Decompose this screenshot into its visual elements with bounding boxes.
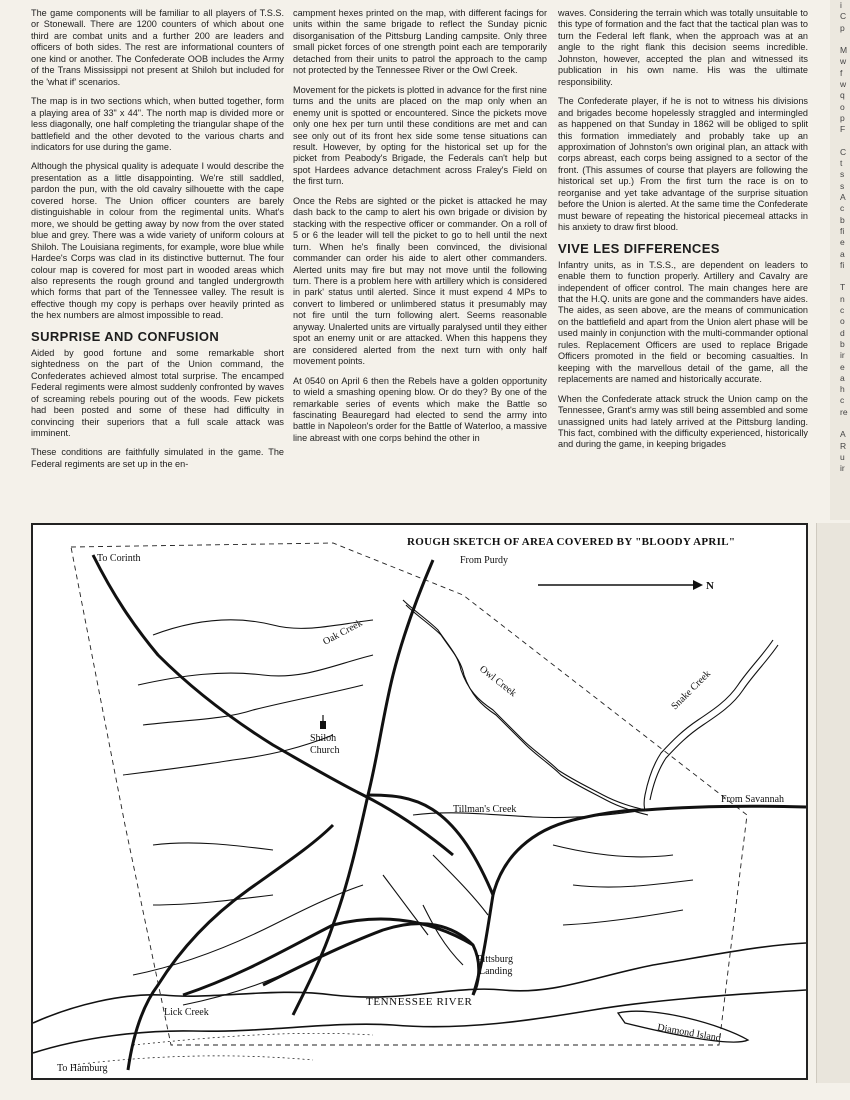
edge-letter: e	[840, 361, 845, 372]
article-column-1	[31, 8, 284, 478]
edge-letter: d	[840, 327, 845, 338]
edge-letter: C	[840, 11, 847, 22]
edge-letter: fi	[840, 259, 845, 270]
edge-letter: p	[840, 22, 845, 33]
label-lick-creek: Lick Creek	[164, 1007, 209, 1018]
label-snake-creek: Snake Creek	[669, 668, 714, 713]
paragraph: When the Confederate attack struck the Union camp on the Tennessee, Grant's army was still being assembled and some unassigned units had lately arrived at the Pittsburg landing. This fact, combined with the difficulty experienced, historically and during the game, in keeping brigades	[558, 393, 808, 450]
paragraph: The map is in two sections which, when butted together, form a playing area of 33" x 44". The north map is divided more or less diagonally, one half completing the triangular shape of the battlefield and the other devoted to the various charts and indicators for use during the game.	[31, 96, 284, 152]
article-column-2	[293, 8, 547, 452]
edge-letter	[830, 34, 850, 45]
label-to-hamburg: To Hamburg	[57, 1063, 108, 1074]
paragraph: At 0540 on April 6 then the Rebels have a golden opportunity to wield a smashing opening blow. Or do they? By one of the remarkable series of events which make the Battle so fascinating Beauregard had elected to send the army into battle in Napoleon's order for the Battle of Waterloo, a massive line abreast with one corps behind the other in	[293, 375, 547, 443]
section-heading-surprise: SURPRISE AND CONFUSION	[31, 328, 220, 344]
label-pittsburg: Pittsburg	[477, 954, 513, 965]
edge-letter: a	[840, 372, 845, 383]
label-landing: Landing	[479, 966, 513, 977]
edge-letter: p	[840, 112, 845, 123]
paragraph: Movement for the pickets is plotted in advance for the first nine turns and the units are placed on the map only when an enemy unit is spotted or encountered. Since the pickets move only one hex per turn until these conditions are met and can see only out of its front hex side some tense situations can result. However, by opting for the historical set up for the picket from Peabody's Brigade, the Federals can't help but spot Hardees advance detachment across Fraley's Field on the first turn.	[293, 84, 547, 187]
label-from-purdy: From Purdy	[460, 555, 509, 566]
paragraph: Although the physical quality is adequate I would describe the presentation as a little disappointing. We're still saddled, pardon the pun, with the old cavalry silhouette with the cape covered horse. The Union officer counters are barely distinguishable in colour from the regimental units. What's more, we should be getting away by now from the over stated blue and grey. There was a wide variety of uniform colours at Shiloh. The Louisiana regiments, for example, wore blue while Hardee's Corps was clad in its distinctive butternut. The four colour map is covered for most part in wooded areas which also represents the rough ground and tangled undergrowth which forms that part of the Tennessee valley. The result is effective though my copy is perhaps over heavily printed as the hex numbers are almost impossible to read.	[31, 161, 284, 321]
label-church: Church	[310, 745, 340, 756]
edge-letter: h	[840, 384, 845, 395]
church-icon	[320, 715, 326, 729]
edge-letter: q	[840, 90, 845, 101]
paragraph: Aided by good fortune and some remarkable short sightedness on the part of the Union command, the Confederates achieved almost total surprise. The encamped Federal regiments were almost suddenly confronted by waves of screaming rebels pouring out of the woods. Few pickets had been posted and some of these had difficulty in convincing their superiors that a full scale attack was imminent.	[31, 347, 284, 438]
edge-letter	[830, 271, 850, 282]
paragraph: These conditions are faithfully simulated in the game. The Federal regiments are set up in the en-	[31, 447, 284, 469]
paragraph: Infantry units, as in T.S.S., are dependent on leaders to enable them to function properly. Artillery and Cavalry are independent of officer control. The main changes here are that the H.Q. units are gone and the commanders have aides. The aides, as seen above, are the means of communication on the battlefield and apart from the Union alert phase will be used mainly in conjunction with the multi-commander optional rules. Replacement Officers are used to replace Brigade Officers promoted in the field or becoming casualties. In keeping with the marvellous detail of the game, all the replacements are named and historically accurate.	[558, 259, 808, 385]
adjacent-page-edge	[830, 0, 850, 520]
edge-letter: M	[840, 45, 848, 56]
edge-letter	[830, 418, 850, 429]
paragraph: Once the Rebs are sighted or the picket is attacked he may dash back to the camp to alert his own brigade or division by stacking with the respective officer or commander. On a roll of 5 or 6 the leader will tell the picket to go to hell until the next turn. When he's finally been convinced, the divisional commander can order his aide to alert other commanders. Alerted units may fire but may not move until the following turn. There is a problem here with artillery which is considered in park' status until alerted. Since it must expend 4 MPs to convert to limbered or unlimbered status it presumably may not fire until the turn following alert. Seems reasonable anyway. Unalerted units are virtually paralysed until they either spot an enemy unit or are attacked. When this happens they are considered alerted from the next turn with only half movement points.	[293, 195, 547, 367]
edge-letter: b	[840, 214, 845, 225]
edge-letter: A	[840, 192, 846, 203]
paragraph: waves. Considering the terrain which was totally unsuitable to this type of formation and the fact that the tactical plan was to turn the Federal left flank, when the approach was at an angle to the right flank this decision seems incredible. Johnston, however, accepted the plan and witnessed its publication in his own name. His was the ultimate responsibility.	[558, 8, 808, 87]
battlefield-map	[31, 523, 808, 1080]
paragraph: The game components will be familiar to all players of T.S.S. or Stonewall. There are 1200 counters of which about one third are combat units and a further 200 are leaders and officers of both sides. The rest are informational counters of one kind or another. The Confederate OOB includes the Army of the Trans Mississippi not present at Shiloh but included for the 'what if' scenarios.	[31, 8, 284, 87]
svg-text:N: N	[706, 580, 714, 592]
section-heading-vive: VIVE LES DIFFERENCES	[558, 240, 720, 256]
label-oak-creek: Oak Creek	[321, 617, 365, 648]
edge-letter: a	[840, 248, 845, 259]
label-owl-creek: Owl Creek	[477, 663, 519, 700]
map-title: ROUGH SKETCH OF AREA COVERED BY "BLOODY APRIL"	[407, 536, 736, 548]
edge-letter: R	[840, 440, 847, 451]
edge-letter: s	[840, 169, 845, 180]
edge-letter: o	[840, 316, 845, 327]
north-arrow-icon	[538, 580, 714, 592]
edge-letter: c	[840, 203, 845, 214]
edge-letter: e	[840, 237, 845, 248]
edge-letter: A	[840, 429, 846, 440]
edge-letter: T	[840, 282, 846, 293]
edge-letter	[830, 136, 850, 147]
edge-letter: u	[840, 451, 845, 462]
edge-letter: n	[840, 293, 845, 304]
article-column-3	[558, 8, 808, 459]
edge-letter: t	[840, 158, 843, 169]
edge-letter: i	[840, 0, 842, 10]
label-diamond-island: Diamond Island	[656, 1022, 722, 1045]
edge-letter: C	[840, 146, 847, 157]
edge-letter: F	[840, 124, 846, 135]
edge-letter: w	[840, 79, 847, 90]
edge-letter: ir	[840, 350, 845, 361]
label-to-corinth: To Corinth	[97, 553, 141, 564]
edge-letter: fi	[840, 225, 845, 236]
label-tennessee-river: TENNESSEE RIVER	[366, 996, 473, 1008]
edge-letter: o	[840, 101, 845, 112]
edge-letter: b	[840, 338, 845, 349]
paragraph: The Confederate player, if he is not to witness his divisions and brigades become hopelessly straggled and intermingled as happened on that Sunday in 1862 will be obliged to split this formation immediately and probably take up an approximation of Johnston's own original plan, an attack with corps abreast, each corps being assigned to a sector of the front. (This assumes of course that players are following the historical set up.) From the first turn the race is on to reorganise and yet take advantage of the surprise situation before the Union is alerted. At the same time the Confederate must beware of repeating the historical piecemeal attacks in his anxiety to draw first blood.	[558, 96, 808, 233]
edge-letter: ir	[840, 463, 845, 474]
edge-letter: re	[840, 406, 848, 417]
edge-letter: s	[840, 180, 845, 191]
map-sketch-svg	[33, 525, 806, 1078]
edge-letter: c	[840, 395, 845, 406]
label-from-savannah: From Savannah	[721, 794, 785, 805]
paragraph: campment hexes printed on the map, with different facings for units within the same brigade to reflect the Sunday picnic disorganisation of the Pittsburg Landing campsite. Only three small picket forces of one strength point each are temporarily detached from their units to patrol the approach to the camp not protected by the Tennessee River or the Owl Creek.	[293, 8, 547, 76]
edge-letter: f	[840, 67, 843, 78]
adjacent-page-strip	[816, 523, 850, 1083]
label-tillmans-creek: Tillman's Creek	[453, 804, 517, 815]
creeks	[123, 600, 778, 1005]
label-shiloh: Shiloh	[310, 733, 337, 744]
edge-letter: c	[840, 305, 845, 316]
edge-letter: w	[840, 56, 847, 67]
